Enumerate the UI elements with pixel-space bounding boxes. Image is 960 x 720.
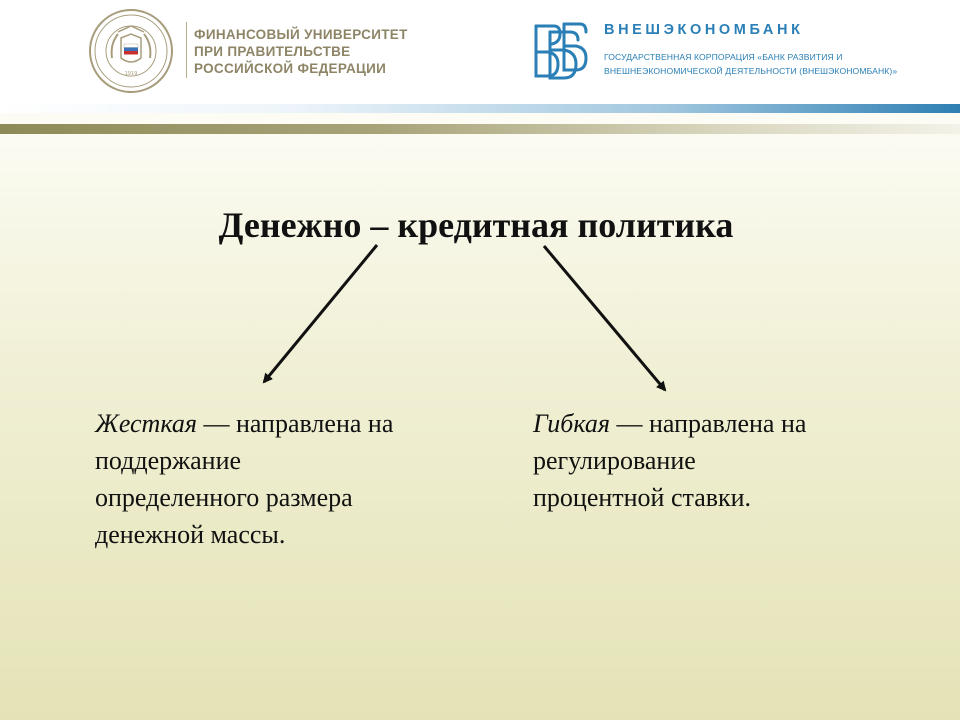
bank-subtitle-line: ГОСУДАРСТВЕННАЯ КОРПОРАЦИЯ «БАНК РАЗВИТИЯ И bbox=[604, 52, 843, 62]
bank-name: ВНЕШЭКОНОМБАНК bbox=[604, 22, 804, 38]
diagram-title: Денежно – кредитная политика bbox=[218, 205, 734, 245]
branch-flexible bbox=[533, 405, 923, 516]
branch-text: процентной ставки. bbox=[533, 483, 752, 512]
branch-text: поддержание bbox=[95, 446, 242, 475]
branch-text: — направлена на bbox=[203, 409, 394, 438]
university-name-line: РОССИЙСКОЙ ФЕДЕРАЦИИ bbox=[194, 61, 387, 76]
branch-term: Жесткая bbox=[95, 409, 197, 438]
branch-first-line bbox=[95, 405, 485, 442]
branch-text: регулирование bbox=[533, 446, 696, 475]
arrow-left bbox=[264, 245, 377, 382]
university-name-line: ФИНАНСОВЫЙ УНИВЕРСИТЕТ bbox=[194, 27, 408, 42]
arrow-right bbox=[544, 246, 665, 390]
svg-text:1919: 1919 bbox=[124, 71, 138, 77]
bank-subtitle-line: ВНЕШНЕЭКОНОМИЧЕСКОЙ ДЕЯТЕЛЬНОСТИ (ВНЕШЭКОНОМБАНК)» bbox=[604, 66, 898, 76]
branch-first-line bbox=[533, 405, 923, 442]
branch-text: денежной массы. bbox=[95, 520, 286, 549]
branch-text: определенного размера bbox=[95, 483, 353, 512]
university-name-line: ПРИ ПРАВИТЕЛЬСТВЕ bbox=[194, 44, 351, 59]
branch-rigid bbox=[95, 405, 485, 553]
branch-term: Гибкая bbox=[533, 409, 610, 438]
branch-text: — направлена на bbox=[616, 409, 807, 438]
